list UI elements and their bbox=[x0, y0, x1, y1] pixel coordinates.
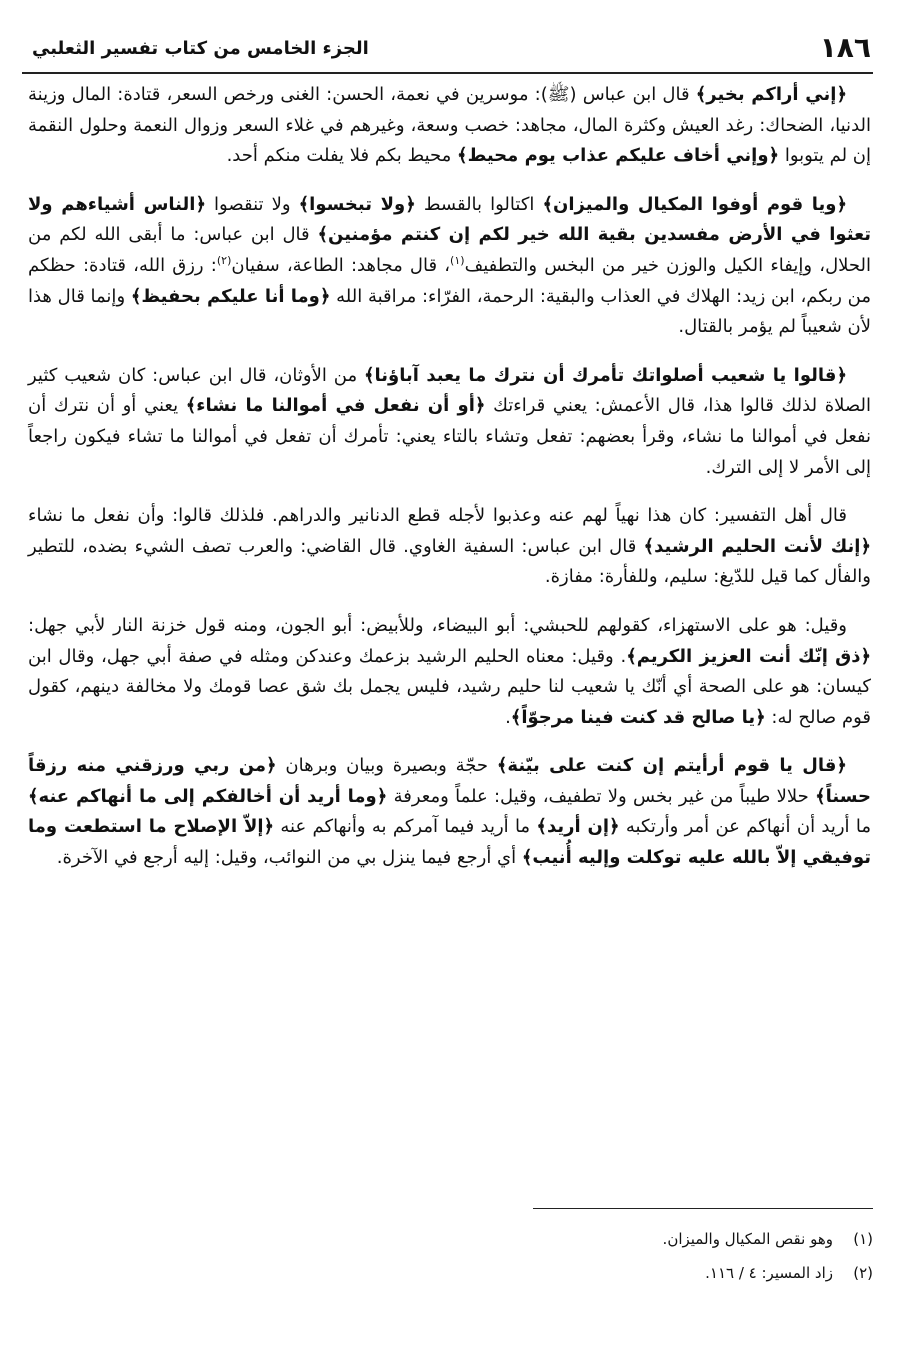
page-header bbox=[32, 24, 871, 66]
quran-quote: ﴿الناس أشياءهم ولا تعثوا في الأرض مفسدين بقية الله خير لكم إن كنتم مؤمنين﴾ bbox=[28, 193, 871, 246]
quran-quote: ﴿إني أراكم بخير﴾ bbox=[695, 84, 847, 105]
commentary-text: وقيل: هو على الاستهزاء، كقولهم للحبشي: أبو البيضاء، وللأبيض: أبو الجون، ومنه قول خزنة النار لأبي جهل: bbox=[28, 614, 847, 636]
paragraph bbox=[28, 361, 871, 483]
commentary-text: حجّة وبصيرة وبيان وبرهان bbox=[276, 755, 497, 777]
commentary-text: . bbox=[505, 706, 511, 728]
quran-quote: ﴿وما أنا عليكم بحفيظ﴾ bbox=[130, 285, 331, 307]
quran-quote: ﴿قالوا يا شعيب أصلواتك تأمرك أن نترك ما يعبد آباؤنا﴾ bbox=[363, 364, 847, 386]
quran-quote: ﴿قال يا قوم أرأيتم إن كنت على بيّنة﴾ bbox=[496, 755, 847, 777]
quran-quote: ﴿إلاّ الإصلاح ما استطعت وما توفيقي إلاّ بالله عليه توكلت وإليه أُنيب﴾ bbox=[28, 816, 871, 869]
footnote-reference: (١) bbox=[450, 253, 465, 267]
commentary-text: : رزق الله، قتادة: حظكم من ربكم، ابن زيد: الهلاك في العذاب والبقية: الرحمة، الفرّاء: مراقبة الله bbox=[28, 254, 871, 307]
quran-quote: ﴿يا صالح قد كنت فينا مرجوّاً﴾ bbox=[510, 706, 766, 728]
paragraph bbox=[28, 751, 871, 873]
commentary-text: وإنما قال هذا لأن شعيباً لم يؤمر بالقتال. bbox=[27, 285, 871, 338]
paragraph bbox=[28, 611, 871, 733]
commentary-text: حلالا طيباً من غير بخس ولا تطفيف، وقيل: علماً ومعرفة bbox=[387, 785, 816, 807]
commentary-text: قال ابن عباس: ما أبقى الله لكم من الحلال، وإيفاء الكيل والوزن خير من البخس والتطفيف bbox=[28, 224, 871, 276]
footnote-text: وهو نقص المكيال والميزان. bbox=[662, 1230, 833, 1248]
quran-quote: ﴿إنك لأنت الحليم الرشيد﴾ bbox=[643, 535, 871, 557]
footnote bbox=[28, 1222, 873, 1256]
quran-quote: ﴿وما أريد أن أخالفكم إلى ما أنهاكم عنه﴾ bbox=[28, 785, 388, 807]
quran-quote: ﴿إن أريد﴾ bbox=[536, 816, 620, 838]
header-divider bbox=[22, 72, 873, 74]
commentary-text: محيط بكم فلا يفلت منكم أحد. bbox=[226, 145, 458, 167]
commentary-text: يعني أو أن نترك أن نفعل في أموالنا ما نشاء، وقرأ بعضهم: تفعل وتشاء بالتاء يعني: تأمرك أن تفعل في أموالنا ما تشاء فيكون راجعاً إلى الأمر لا إلى الترك. bbox=[28, 395, 871, 478]
commentary-text: ولا تنقصوا bbox=[206, 193, 299, 215]
commentary-text: ، قال مجاهد: الطاعة، سفيان bbox=[231, 254, 451, 276]
paragraph bbox=[28, 190, 871, 343]
quran-quote: ﴿ولا تبخسوا﴾ bbox=[298, 193, 416, 215]
footnote-divider bbox=[533, 1208, 873, 1209]
commentary-text: قال أهل التفسير: كان هذا نهياً لهم عنه وعذبوا لأجله قطع الدنانير والدراهم. فلذلك قالوا: وأن نفعل ما نشاء bbox=[28, 505, 847, 527]
page-number: ١٨٦ bbox=[819, 31, 871, 64]
commentary-text: اكتالوا بالقسط bbox=[415, 193, 543, 215]
quran-quote: ﴿وإني أخاف عليكم عذاب يوم محيط﴾ bbox=[457, 145, 780, 167]
quran-quote: ﴿من ربي ورزقني منه رزقاً حسناً﴾ bbox=[28, 755, 872, 807]
footnote bbox=[28, 1256, 873, 1290]
commentary-text: قال ابن عباس: السفية الغاوي. قال القاضي: والعرب تصف الشيء بضده، للتطير والفأل كما قيل للدّيغ: سليم، وللفأرة: مفازة. bbox=[28, 535, 871, 588]
quran-quote: ﴿ويا قوم أوفوا المكيال والميزان﴾ bbox=[542, 193, 847, 215]
paragraph bbox=[28, 501, 871, 593]
running-title: الجزء الخامس من كتاب تفسير الثعلبي bbox=[32, 38, 369, 59]
commentary-text: . وقيل: معناه الحليم الرشيد بزعمك وعندكن ومثله في صفة أبي جهل، وقال ابن كيسان: هو على الصحة أي أنّك يا شعيب لنا حليم رشيد، فليس يجمل بك شق عصا قومك ولا مخالفة دينهم، كقول قوم صالح له: bbox=[28, 645, 871, 728]
commentary-text: ما أريد فيما آمركم به وأنهاكم عنه bbox=[274, 816, 537, 838]
commentary-text: من الأوثان، قال ابن عباس: كان شعيب كثير الصلاة لذلك قالوا هذا، قال الأعمش: يعني قراءتك bbox=[28, 364, 872, 417]
footnote-reference: (٢) bbox=[216, 253, 232, 267]
footnotes bbox=[28, 1222, 873, 1290]
footnote-number: (٢) bbox=[853, 1264, 873, 1282]
body-text bbox=[28, 80, 871, 874]
quran-quote: ﴿ذق إنّك أنت العزيز الكريم﴾ bbox=[626, 645, 872, 667]
paragraph bbox=[28, 80, 871, 172]
footnote-text: زاد المسير: ٤ / ١١٦. bbox=[705, 1264, 833, 1282]
quran-quote: ﴿أو أن نفعل في أموالنا ما نشاء﴾ bbox=[185, 395, 486, 417]
commentary-text: أي أرجع فيما ينزل بي من النوائب، وقيل: إليه أرجع في الآخرة. bbox=[56, 847, 522, 869]
commentary-text: قال ابن عباس (ﷺ): موسرين في نعمة، الحسن: الغنى ورخص السعر، قتادة: المال وزينة الدنيا، الضحاك: رغد العيش وكثرة المال، مجاهد: خصب وسعة، وغيرهم في غلاء السعر وزوال النعمة وحلول النقمة إن لم يتوبوا bbox=[28, 84, 871, 167]
footnote-number: (١) bbox=[853, 1230, 873, 1248]
commentary-text: ما أريد أن أنهاكم عن أمر وأرتكبه bbox=[619, 816, 871, 838]
